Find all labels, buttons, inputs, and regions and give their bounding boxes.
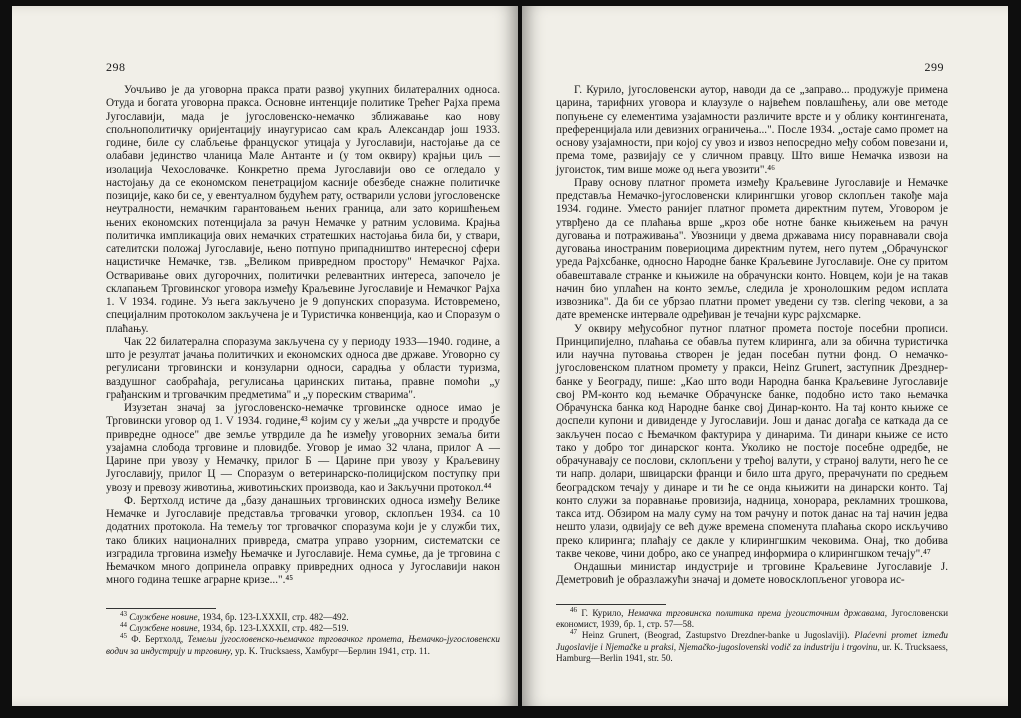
right-footnotes [556, 605, 949, 664]
page-number-left: 298 [106, 60, 126, 74]
footnote-title: Службене новине, [129, 612, 200, 622]
left-footnotes [106, 609, 501, 657]
footnote-marker: 43 [120, 609, 127, 618]
footnote-46 [556, 605, 948, 630]
footnote-rule-left [106, 608, 216, 609]
footnote-title: Темељи југословенско-њемачког трговачког промета, Њемачко-југословенски водич за индустрију и трговину, [106, 634, 501, 656]
left-page [12, 6, 518, 706]
footnote-44 [106, 623, 500, 634]
footnote-marker: 46 [570, 605, 577, 614]
footnote-45 [106, 634, 500, 656]
footnote-marker: 45 [120, 632, 127, 641]
footnote-title: Plaćevni promet između Jugoslavije i Njemačke u praksi, Njemačko-jugoslovenski vodič za industriju i trgovinu, [556, 630, 949, 652]
footnote-author: Г. Курило, [581, 608, 628, 618]
footnote-rest: 1934, бр. 123-LXXXII, стр. 482—492. [199, 612, 349, 622]
footnote-marker: 44 [120, 621, 127, 630]
footnote-marker: 47 [570, 628, 577, 637]
footnote-author: Ф. Бертхолд, [131, 634, 188, 645]
right-paragraph-3: У оквиру међусобног путног платног промета постоје посебни прописи. Принципијелно, плаћања се обавља путем клиринга, али за обична туристичка или научна путовања створен је један посебан путни фонд. О немачко-југословенском платном промету у пракси, Heinz Grunert, заступник Дрезднер-банке у Београду, пише: „Као што води Народна банка Краљевине Југославије свој РМ-конто код њемачке Обрачунске банке, подобно исто тако њемачка Обрачунска банка код Народне банке свој Динар-конто. На тај конто књиже се доспели купони и дивиденде у Југославији. Још и данас догађа се каткада да се закључен посао с Њемачком фактурира у динарима. Ти динари књиже се исто тако у добро тог динарског конта. Уколико не постоје посебне одредбе, не обрачунавају се послови, склопљени у трећој валути, у страној валути, него ће се ти напр. долари, швицарски франци и било шта друго, прерачунати по средњем београдском течају у динаре и ти ће се онда књижити на динарски конто. Тај конто служи за поравнање провизија, надница, хонорара, рекламних трошкова, такса итд. Обзиром на малу суму на том рачуну и поток данас на тај начин једва нешто улази, одвијају се већ дуже времена споменута плаћања скоро искључиво преко клиринга; плаћају се дакле у клирингшким чековима. Онај, тко добива такве чекове, чини добро, ако се унапред информира о клирингшком течају".⁴⁷ [556, 322, 948, 560]
footnote-title: Немачка трговинска политика према југоисточним државама, [627, 608, 888, 618]
right-paragraph-2: Праву основу платног промета између Краљевине Југославије и Немачке представља Немачко-југословенски клирингшки уговор склопљен такође маја 1934. године. Уместо ранијег платног промета директним путем, Уговором је утврђено да се плаћања врше „кроз обе нотне банке књижењем на рачун дуговања и потраживања". Увозници у двема државама нису поравнавали своја дуговања иностраним повериоцима директним путем, него путем „Обрачунског уреда Рајхсбанке, односно Народне банке Краљевине Југославије. Оне су притом обавештавале странке и књижиле на обрачунски конто. Новцем, који је на такав начин био уплаћен на конто земље, следила је хронолошким редом исплата извозника". Да би се убрзао платни промет уведени су тзв. clering чекови, а за дате временске интервале одређиван је течајни курс рајхсмарке. [556, 176, 948, 322]
left-paragraph-3: Изузетан значај за југословенско-немачке трговинске односе имао је Трговински уговор од 1. V 1934. године,⁴³ којим су у жељи „да учврсте и продубе привредне односе" две земље утврдиле да ће између уговорних земаља бити узајамна слобода трговине и пловидбе. Уговор је имао 32 члана, прилог А — Царине при увозу у Немачку, прилог Б — Царине при увозу у Краљевину Југославију, прилог Ц — Споразум о ветеринарско-полицијском поступку при увозу и превозу животиња, животињских производа, као и Закључни протокол.⁴⁴ [106, 402, 500, 494]
footnote-rest: ur. K. Trucksaess, Hamburg—Berlin 1941, str. 50. [556, 641, 948, 663]
left-body-text [106, 84, 500, 588]
right-paragraph-1: Г. Курило, југословенски аутор, наводи да се „заправо... продужује примена царина, тарифних уговора и клаузуле о највећем повлашћењу, али ове методе попуњене су елементима узајамности различите врсте и у облику контингената, преференцијала или девизних ограничења...". После 1934. „остаје само промет на основу узајамности, при којој су увоз и извоз непосредно међу собом повезани и, према томе, развијају се у сличном правцу. Што више Немачка извози на југоисток, тим више може од њега увозити".⁴⁶ [556, 84, 948, 176]
right-page [522, 6, 1008, 706]
footnote-rule-right [556, 604, 666, 605]
footnote-rest: Југословенски економист, 1939, бр. 1, стр. 57—58. [556, 608, 948, 630]
left-paragraph-4: Ф. Бертхолд истиче да „базу данашњих трговинских односа између Велике Немачке и Југославије представља трговачки уговор, склопљен 1934. са 10 додатних протокола. На темељу тог трговачког споразума који је у служби тих, тако бликих националних привреда, сматра управо узорним, систематски се изградила трговина између Њемачке и Југославије. Нема сумње, да је трговина с Њемачком много допринела оправку привредних односа у Југославији након много година тешке аграрне кризе...".⁴⁵ [106, 494, 500, 587]
right-body-text [556, 84, 948, 588]
page-number-right: 299 [924, 60, 944, 74]
left-paragraph-1: Уочљиво је да уговорна пракса прати развој укупних билатералних односа. Отуда и богата уговорна пракса. Основне интенције политике Трећег Рајха према Југославији, мада је југословенско-немачко зближавање као нову спољнополитичку оријентацију инаугурисао сам краљ Александар још 1933. године, биле су слабљење француског утицаја у Југославији, настојање да се олабави јединство чланица Мале Антанте и (у том оквиру) крајњи циљ — изолација Чехословачке. Конкретно према Југославији ово се огледало у настојању да се економском пенетрацијом касније обезбеде снажне политичке позиције, како би се, у евентуалном будућем рату, остварили услови југословенске неутралности, немачким гарантовањем њених граница, али зато коришћењем њених економских потенцијала за рачун Немачке у ратним условима. Крајња политичка импликација ових немачких стратешких настојања била би, у ствари, сателитски положај Југославије, њено потпуно припадништво интересној сфери нацистичке Немачке, тзв. „Великом привредном простору" Немачког Рајха. Остваривање ових дугорочних, политички релевантних интереса, започело је склапањем Трговинског уговора између Краљевине Југославије и Немачког Рајха 1. V 1934. године. Уз њега закључено је 9 допунских споразума. Истовремено, специјалним протоколом закључена је и Туристичка конвенција, као и Споразум о плаћању. [106, 84, 500, 335]
footnote-43 [106, 609, 500, 623]
footnote-title: Службене новине, [129, 623, 200, 634]
footnote-47 [556, 630, 948, 664]
footnote-rest: ур. K. Trucksaess, Хамбург—Берлин 1941, стр. 11. [232, 645, 430, 656]
footnote-rest: 1934, бр. 123-LXXXII, стр. 482—519. [199, 623, 349, 634]
left-paragraph-2: Чак 22 билатерална споразума закључена су у периоду 1933—1940. године, а што је резултат јачања политичких и економских односа две државе. Уговорно су регулисани трговински и конзуларни односи, сарадња у области туризма, ваздушног саобраћаја, регулисања царинских питања, правне помоћи „у грађанским и трговачким предметима" и „у пореским стварима". [106, 335, 500, 401]
right-paragraph-4: Ондашњи министар индустрије и трговине Краљевине Југославије Ј. Деметровић је образлажући значај и домете новосклопљеног уговора ис- [556, 561, 948, 587]
footnote-author: Heinz Grunert, (Beograd, Zastupstvo Drezdner-banke u Jugoslaviji). [581, 630, 855, 641]
